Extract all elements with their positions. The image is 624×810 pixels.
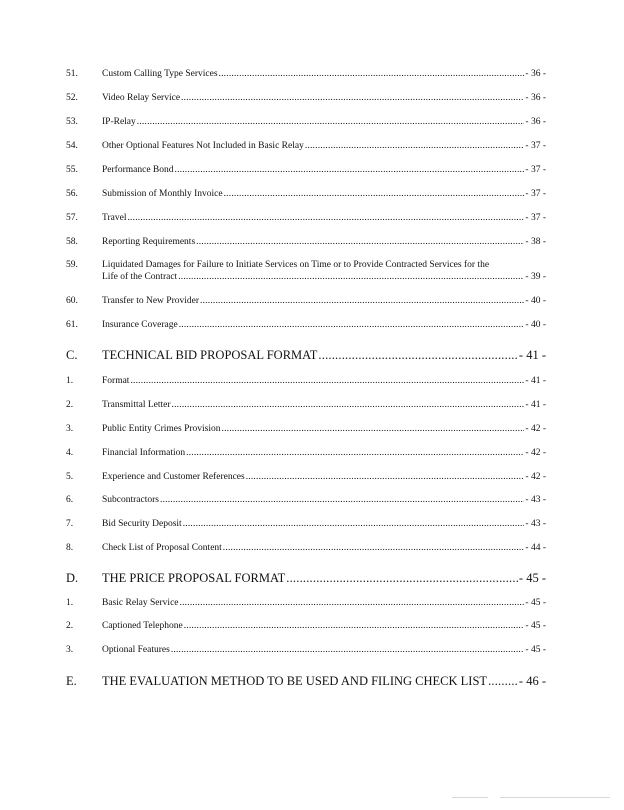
entry-title: Other Optional Features Not Included in Basic Relay: [102, 141, 304, 151]
entry-page: - 42 -: [525, 424, 546, 434]
entry-number: 1.: [66, 598, 74, 608]
entry-title: Submission of Monthly Invoice: [102, 189, 223, 199]
section-title: TECHNICAL BID PROPOSAL FORMAT: [102, 348, 318, 362]
section-page: - 41 -: [518, 348, 546, 362]
dot-leader: [127, 213, 524, 223]
scan-marks: [452, 795, 612, 801]
section-page: - 45 -: [518, 571, 546, 585]
entry-number: 60.: [66, 296, 78, 306]
entry-number: 3.: [66, 645, 74, 655]
section-page: - 46 -: [518, 674, 546, 688]
dot-leader: [184, 621, 525, 631]
entry-page: - 41 -: [525, 376, 546, 386]
entry-title: IP-Relay: [102, 117, 136, 127]
entry-page: - 44 -: [525, 543, 546, 553]
entry-page: - 45 -: [525, 645, 546, 655]
entry-page: - 37 -: [525, 141, 546, 151]
entry-number: 1.: [66, 376, 74, 386]
section-letter: E.: [66, 674, 77, 688]
entry-page: - 39 -: [525, 272, 546, 282]
entry-title: Experience and Customer References: [102, 472, 245, 482]
entry-number: 61.: [66, 320, 78, 330]
entry-title: Transmittal Letter: [102, 400, 171, 410]
entry-page: - 36 -: [525, 69, 546, 79]
entry-number: 2.: [66, 400, 74, 410]
entry-title: Transfer to New Provider: [102, 296, 200, 306]
entry-number: 55.: [66, 165, 78, 175]
entry-title: Video Relay Service: [102, 93, 181, 103]
entry-title: Basic Relay Service: [102, 598, 179, 608]
entry-title: Captioned Telephone: [102, 621, 183, 631]
entry-page: - 41 -: [525, 400, 546, 410]
entry-title: Optional Features: [102, 645, 170, 655]
entry-number: 2.: [66, 621, 74, 631]
entry-page: - 43 -: [525, 519, 546, 529]
entry-title-line2: Life of the Contract: [102, 272, 178, 282]
entry-page: - 45 -: [525, 621, 546, 631]
dot-leader: [305, 141, 525, 151]
section-title: THE EVALUATION METHOD TO BE USED AND FILING CHECK LIST: [102, 674, 488, 688]
dot-leader: [160, 495, 524, 505]
section-title: THE PRICE PROPOSAL FORMAT: [102, 571, 286, 585]
dot-leader: [223, 543, 525, 553]
entry-title: Custom Calling Type Services: [102, 69, 218, 79]
dot-leader: [286, 571, 518, 586]
entry-title: Check List of Proposal Content: [102, 543, 222, 553]
dot-leader: [224, 189, 525, 199]
entry-number: 57.: [66, 213, 78, 223]
entry-page: - 43 -: [525, 495, 546, 505]
dot-leader: [180, 598, 525, 608]
entry-number: 59.: [66, 260, 78, 270]
dot-leader: [186, 448, 524, 458]
dot-leader: [183, 519, 525, 529]
entry-number: 53.: [66, 117, 78, 127]
entry-page: - 36 -: [525, 93, 546, 103]
entry-number: 54.: [66, 141, 78, 151]
entry-page: - 45 -: [525, 598, 546, 608]
dot-leader: [200, 296, 524, 306]
dot-leader: [318, 348, 518, 363]
entry-page: - 37 -: [525, 165, 546, 175]
dot-leader: [178, 272, 524, 282]
dot-leader: [137, 117, 525, 127]
entry-number: 4.: [66, 448, 74, 458]
entry-title: Public Entity Crimes Provision: [102, 424, 221, 434]
dot-leader: [246, 472, 525, 482]
entry-title: Bid Security Deposit: [102, 519, 182, 529]
dot-leader: [179, 320, 525, 330]
entry-title: Reporting Requirements: [102, 237, 196, 247]
entry-page: - 38 -: [525, 237, 546, 247]
entry-title: Financial Information: [102, 448, 186, 458]
entry-page: - 42 -: [525, 472, 546, 482]
dot-leader: [172, 400, 525, 410]
dot-leader: [196, 237, 524, 247]
entry-page: - 37 -: [525, 189, 546, 199]
dot-leader: [181, 93, 524, 103]
entry-number: 56.: [66, 189, 78, 199]
entry-page: - 42 -: [525, 448, 546, 458]
entry-number: 3.: [66, 424, 74, 434]
dot-leader: [222, 424, 525, 434]
entry-title: Performance Bond: [102, 165, 174, 175]
dot-leader: [130, 376, 524, 386]
entry-title: Travel: [102, 213, 127, 223]
dot-leader: [219, 69, 525, 79]
entry-page: - 40 -: [525, 296, 546, 306]
entry-number: 7.: [66, 519, 74, 529]
entry-title-line1: Liquidated Damages for Failure to Initiate Services on Time or to Provide Contracted Services for the: [102, 260, 490, 270]
entry-title: Subcontractors: [102, 495, 159, 505]
section-letter: C.: [66, 348, 78, 362]
entry-number: 51.: [66, 69, 78, 79]
dot-leader: [175, 165, 525, 175]
entry-page: - 40 -: [525, 320, 546, 330]
entry-number: 6.: [66, 495, 74, 505]
entry-page: - 36 -: [525, 117, 546, 127]
entry-page: - 37 -: [525, 213, 546, 223]
entry-number: 5.: [66, 472, 74, 482]
entry-number: 8.: [66, 543, 74, 553]
section-letter: D.: [66, 571, 79, 585]
entry-number: 52.: [66, 93, 78, 103]
entry-number: 58.: [66, 237, 78, 247]
dot-leader: [488, 674, 518, 689]
entry-title: Format: [102, 376, 130, 386]
dot-leader: [171, 645, 525, 655]
entry-title: Insurance Coverage: [102, 320, 178, 330]
